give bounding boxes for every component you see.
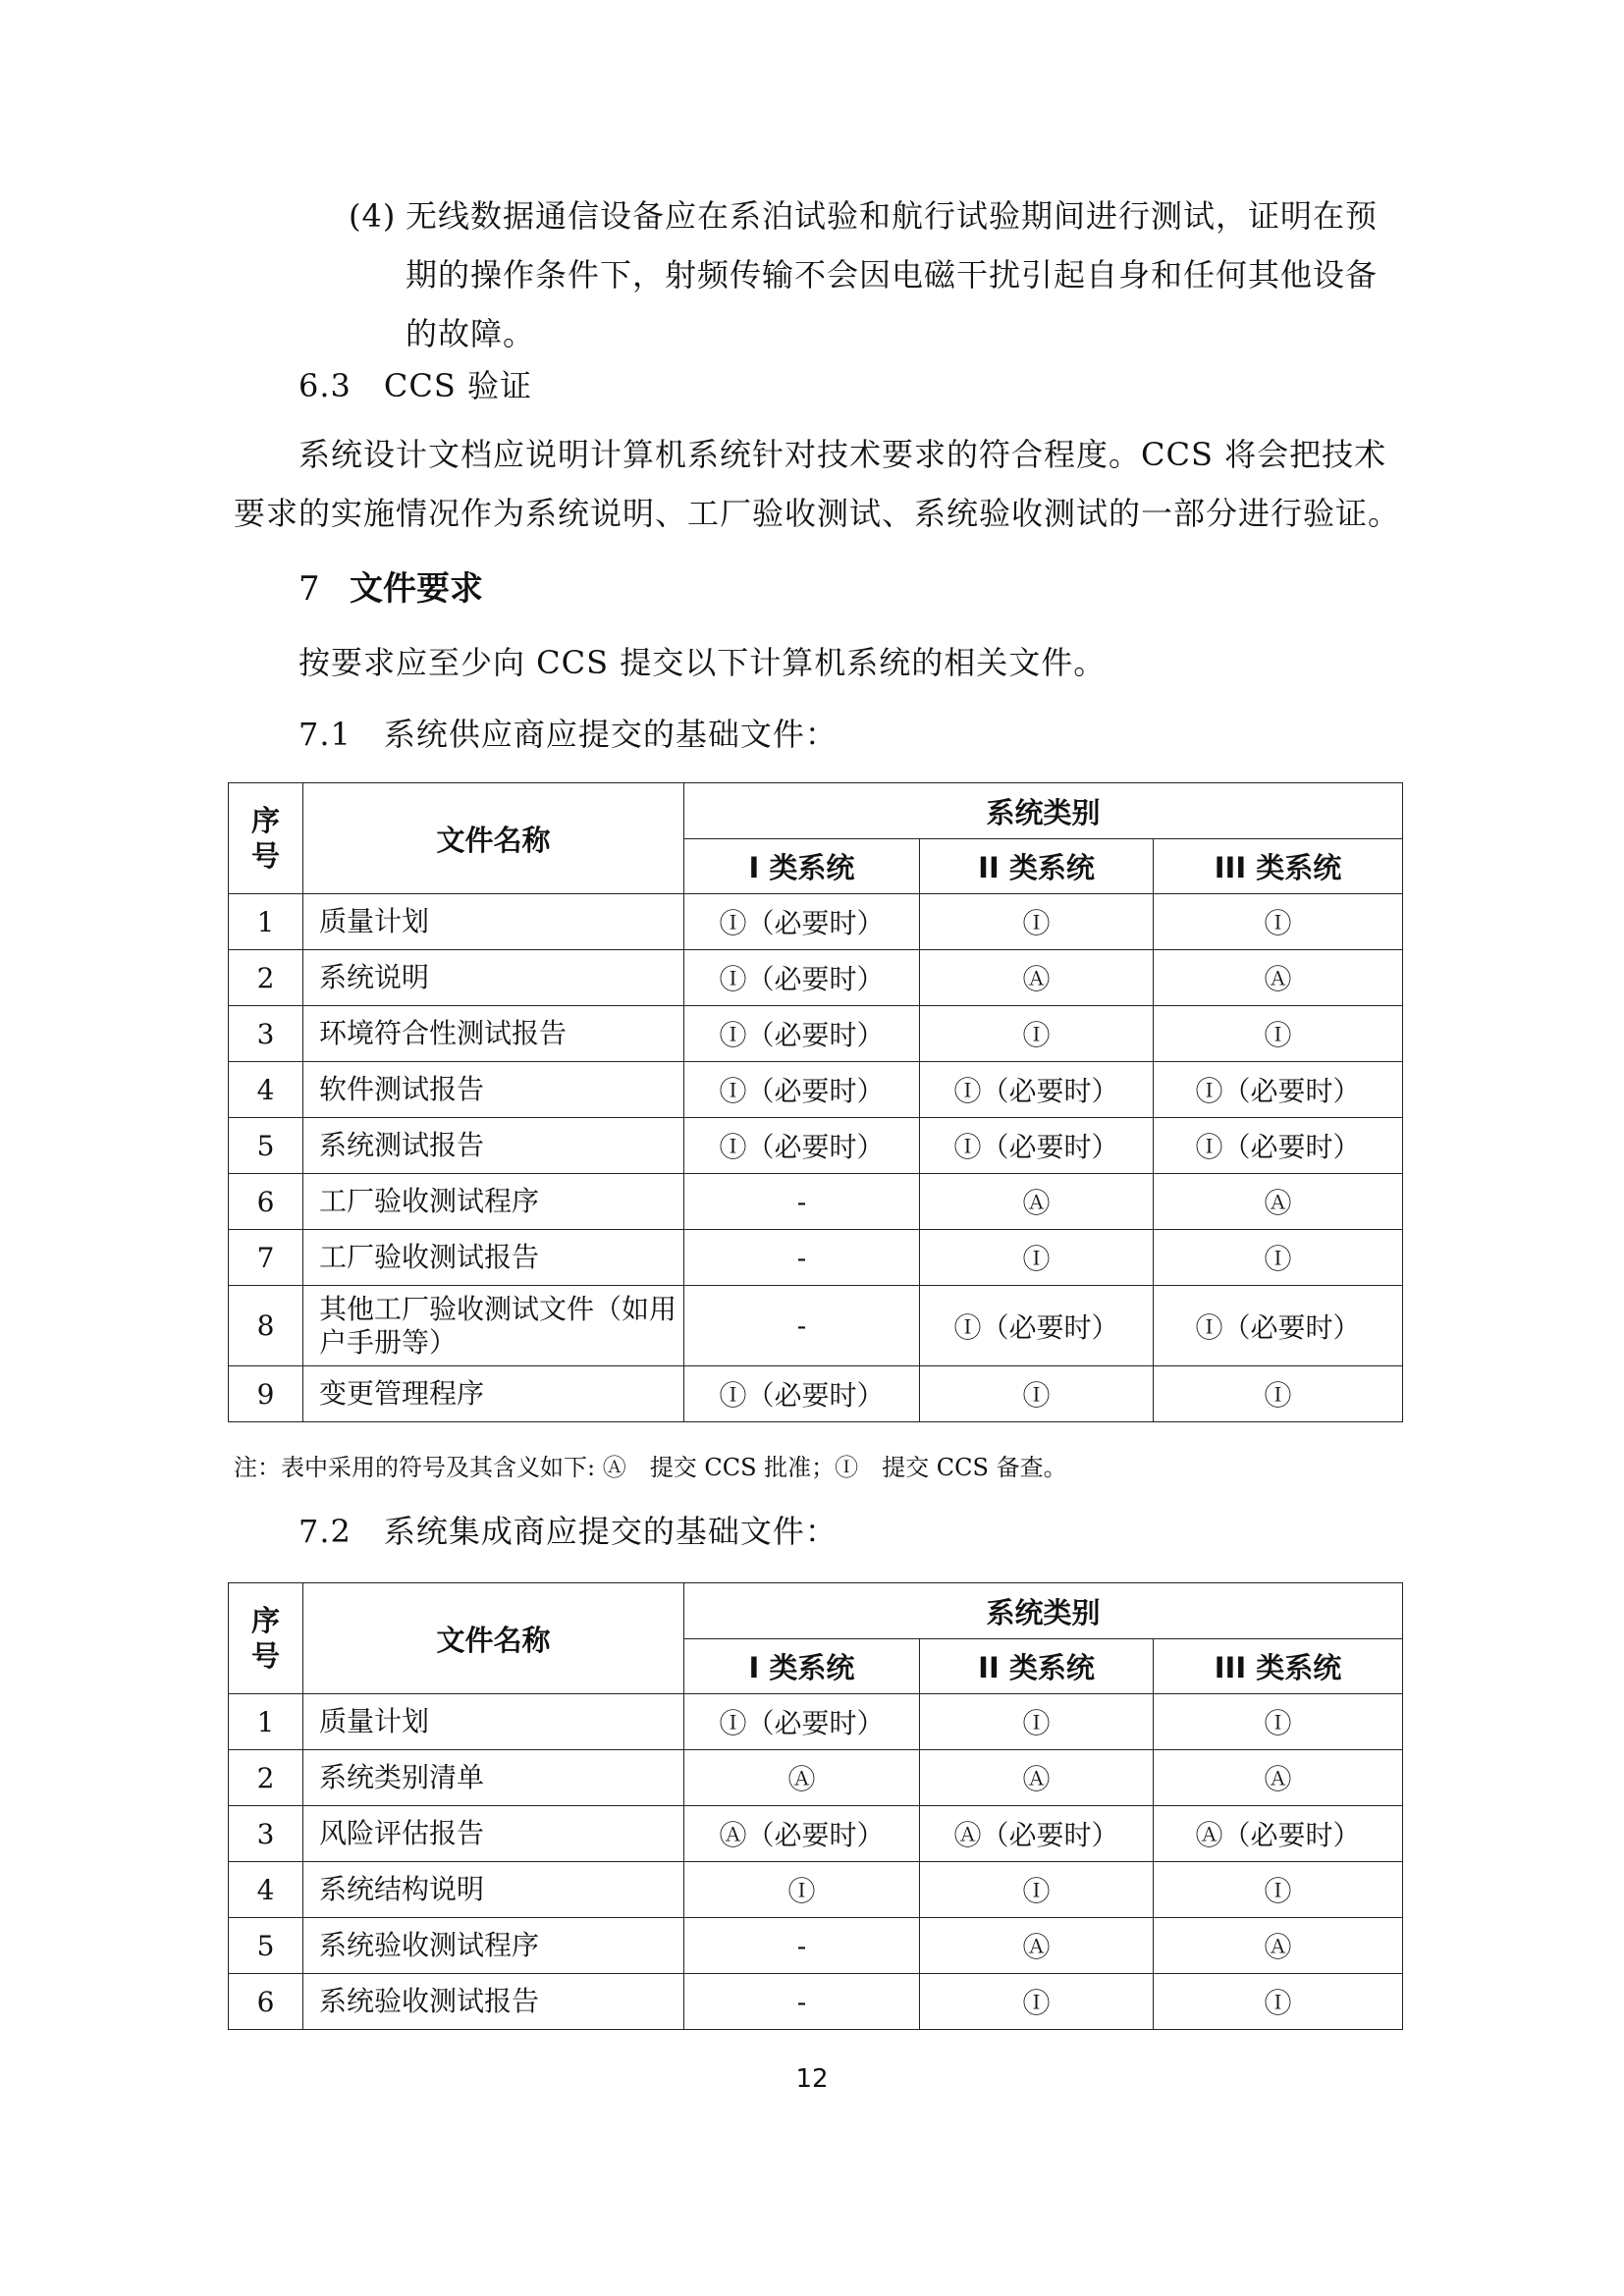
table-row	[229, 1006, 1403, 1062]
table-row	[229, 1862, 1403, 1918]
table-row	[229, 1174, 1403, 1230]
page-number: 12	[795, 2064, 829, 2094]
cell-seq: 5	[229, 1118, 303, 1174]
table-row	[229, 950, 1403, 1006]
cell-doc-name: 质量计划	[303, 1694, 684, 1750]
cell-doc-name: 系统类别清单	[303, 1750, 684, 1806]
table-row	[229, 1286, 1403, 1366]
cell-class-2: Ⓐ	[920, 1174, 1154, 1230]
table-note: 注：表中采用的符号及其含义如下: Ⓐ 提交 CCS 批准；Ⓘ 提交 CCS 备查。	[234, 1454, 1067, 1481]
table-row	[229, 1230, 1403, 1286]
paragraph-6-3	[234, 425, 1432, 543]
cell-seq: 7	[229, 1230, 303, 1286]
cell-doc-name: 系统说明	[303, 950, 684, 1006]
table-body	[229, 894, 1403, 1422]
cell-class-1: Ⓐ	[684, 1750, 920, 1806]
chapter-heading-7	[298, 561, 483, 610]
cell-doc-name: 变更管理程序	[303, 1366, 684, 1422]
chapter-number: 7	[298, 569, 320, 609]
section-heading-7-2: 7.2 系统集成商应提交的基础文件：	[298, 1513, 838, 1550]
cell-class-3: Ⓘ（必要时）	[1154, 1062, 1403, 1118]
paragraph-line: 系统设计文档应说明计算机系统针对技术要求的符合程度。CCS 将会把技术	[298, 436, 1387, 473]
cell-class-2: Ⓘ	[920, 1366, 1154, 1422]
cell-class-1: Ⓘ（必要时）	[684, 1006, 920, 1062]
cell-doc-name: 其他工厂验收测试文件（如用户手册等）	[303, 1286, 684, 1366]
cell-class-3: Ⓘ	[1154, 1862, 1403, 1918]
cell-class-1: -	[684, 1974, 920, 2030]
table-row	[229, 1750, 1403, 1806]
cell-class-1: Ⓘ（必要时）	[684, 1062, 920, 1118]
table-row	[229, 1918, 1403, 1974]
paragraph-line: 的故障。	[406, 315, 536, 352]
cell-class-1: Ⓘ（必要时）	[684, 1118, 920, 1174]
cell-class-3: Ⓘ	[1154, 1366, 1403, 1422]
integrator-documents-table	[228, 1582, 1403, 2030]
cell-class-1: -	[684, 1286, 920, 1366]
cell-class-1: -	[684, 1918, 920, 1974]
cell-class-1: Ⓘ（必要时）	[684, 950, 920, 1006]
cell-seq: 1	[229, 894, 303, 950]
cell-class-1: Ⓘ（必要时）	[684, 894, 920, 950]
header-seq: 序号	[229, 1583, 303, 1694]
cell-class-3: Ⓘ（必要时）	[1154, 1286, 1403, 1366]
cell-class-3: Ⓘ	[1154, 894, 1403, 950]
header-name: 文件名称	[303, 783, 684, 894]
cell-doc-name: 环境符合性测试报告	[303, 1006, 684, 1062]
cell-class-1: -	[684, 1230, 920, 1286]
cell-class-1: Ⓐ（必要时）	[684, 1806, 920, 1862]
cell-class-2: Ⓘ	[920, 1694, 1154, 1750]
supplier-documents-table	[228, 782, 1403, 1422]
cell-class-2: Ⓘ	[920, 1974, 1154, 2030]
cell-class-2: Ⓘ	[920, 894, 1154, 950]
cell-seq: 4	[229, 1062, 303, 1118]
paragraph-line: 要求的实施情况作为系统说明、工厂验收测试、系统验收测试的一部分进行验证。	[234, 495, 1401, 532]
cell-class-3: Ⓘ（必要时）	[1154, 1118, 1403, 1174]
cell-doc-name: 系统验收测试程序	[303, 1918, 684, 1974]
header-class-2: II 类系统	[920, 1639, 1154, 1694]
list-item-number: (4)	[349, 197, 397, 235]
paragraph-7: 按要求应至少向 CCS 提交以下计算机系统的相关文件。	[298, 644, 1107, 681]
chapter-title: 文件要求	[350, 569, 483, 609]
header-category: 系统类别	[684, 783, 1403, 839]
header-class-3: III 类系统	[1154, 839, 1403, 894]
cell-doc-name: 系统验收测试报告	[303, 1974, 684, 2030]
cell-class-1: -	[684, 1174, 920, 1230]
cell-doc-name: 工厂验收测试程序	[303, 1174, 684, 1230]
table-row	[229, 1062, 1403, 1118]
cell-doc-name: 风险评估报告	[303, 1806, 684, 1862]
cell-class-2: Ⓘ（必要时）	[920, 1062, 1154, 1118]
cell-class-2: Ⓐ	[920, 1750, 1154, 1806]
cell-class-3: Ⓐ	[1154, 1918, 1403, 1974]
cell-class-1: Ⓘ	[684, 1862, 920, 1918]
cell-doc-name: 软件测试报告	[303, 1062, 684, 1118]
cell-class-3: Ⓐ	[1154, 950, 1403, 1006]
table-row	[229, 1974, 1403, 2030]
cell-class-2: Ⓐ（必要时）	[920, 1806, 1154, 1862]
cell-seq: 4	[229, 1862, 303, 1918]
cell-class-3: Ⓘ	[1154, 1694, 1403, 1750]
header-class-2: II 类系统	[920, 839, 1154, 894]
header-seq: 序号	[229, 783, 303, 894]
cell-seq: 8	[229, 1286, 303, 1366]
cell-class-2: Ⓘ	[920, 1006, 1154, 1062]
cell-class-2: Ⓘ	[920, 1230, 1154, 1286]
header-class-1: I 类系统	[684, 839, 920, 894]
cell-doc-name: 系统结构说明	[303, 1862, 684, 1918]
table-row	[229, 894, 1403, 950]
cell-class-2: Ⓘ	[920, 1862, 1154, 1918]
header-class-3: III 类系统	[1154, 1639, 1403, 1694]
section-heading-6-3: 6.3 CCS 验证	[298, 367, 532, 404]
cell-class-1: Ⓘ（必要时）	[684, 1366, 920, 1422]
cell-class-3: Ⓘ	[1154, 1230, 1403, 1286]
table-body	[229, 1694, 1403, 2030]
paragraph-line: 期的操作条件下，射频传输不会因电磁干扰引起自身和任何其他设备	[406, 256, 1379, 294]
cell-class-2: Ⓐ	[920, 950, 1154, 1006]
cell-class-2: Ⓘ（必要时）	[920, 1118, 1154, 1174]
header-class-1: I 类系统	[684, 1639, 920, 1694]
cell-class-3: Ⓐ（必要时）	[1154, 1806, 1403, 1862]
cell-seq: 6	[229, 1974, 303, 2030]
cell-class-3: Ⓐ	[1154, 1174, 1403, 1230]
paragraph-line: 无线数据通信设备应在系泊试验和航行试验期间进行测试，证明在预	[406, 197, 1379, 235]
cell-class-3: Ⓘ	[1154, 1006, 1403, 1062]
cell-seq: 3	[229, 1806, 303, 1862]
section-heading-7-1: 7.1 系统供应商应提交的基础文件：	[298, 716, 838, 753]
table-row	[229, 1806, 1403, 1862]
table-row	[229, 1694, 1403, 1750]
cell-seq: 3	[229, 1006, 303, 1062]
cell-seq: 2	[229, 950, 303, 1006]
cell-class-2: Ⓐ	[920, 1918, 1154, 1974]
cell-class-2: Ⓘ（必要时）	[920, 1286, 1154, 1366]
cell-seq: 1	[229, 1694, 303, 1750]
header-category: 系统类别	[684, 1583, 1403, 1639]
cell-class-3: Ⓐ	[1154, 1750, 1403, 1806]
cell-class-1: Ⓘ（必要时）	[684, 1694, 920, 1750]
cell-doc-name: 工厂验收测试报告	[303, 1230, 684, 1286]
cell-seq: 2	[229, 1750, 303, 1806]
header-name: 文件名称	[303, 1583, 684, 1694]
cell-doc-name: 系统测试报告	[303, 1118, 684, 1174]
cell-seq: 5	[229, 1918, 303, 1974]
cell-seq: 6	[229, 1174, 303, 1230]
cell-doc-name: 质量计划	[303, 894, 684, 950]
cell-class-3: Ⓘ	[1154, 1974, 1403, 2030]
cell-seq: 9	[229, 1366, 303, 1422]
table-row	[229, 1366, 1403, 1422]
table-row	[229, 1118, 1403, 1174]
